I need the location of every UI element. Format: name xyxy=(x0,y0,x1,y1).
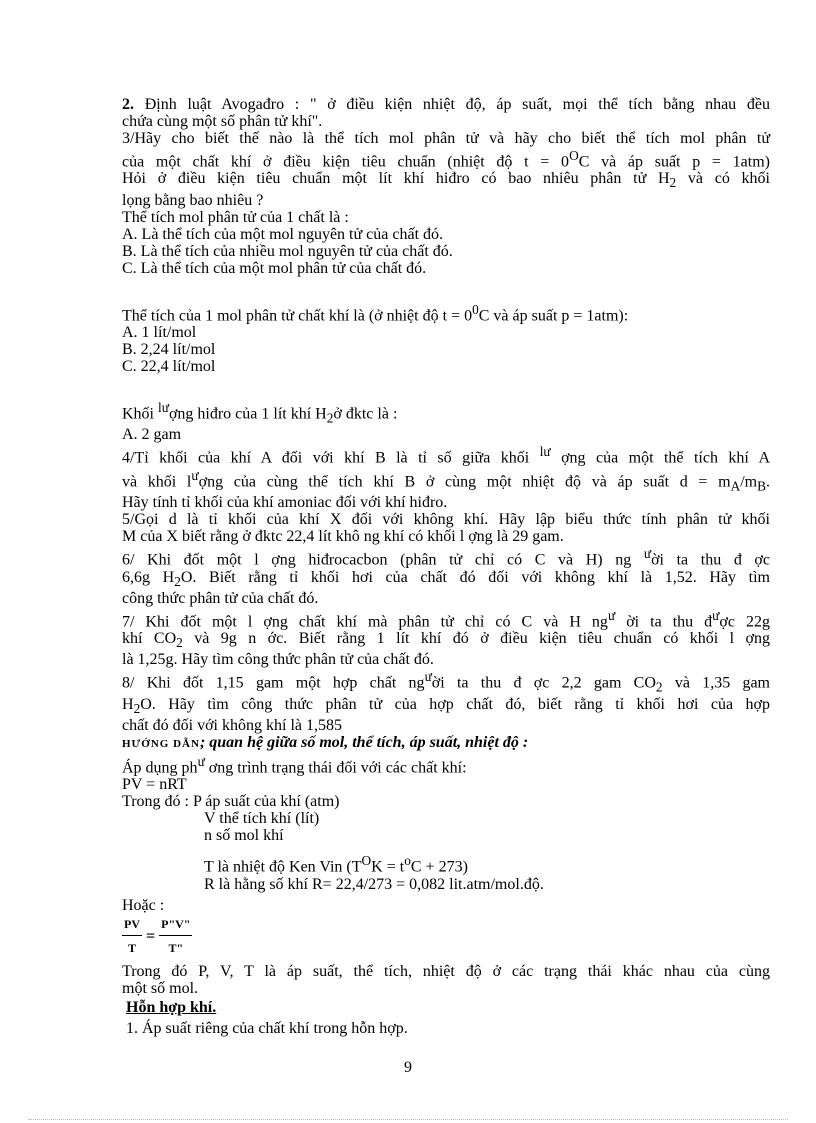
guide-formula: PV = nRT xyxy=(122,776,187,794)
q8-line2: $H_2O$. Hãy tìm công thức phân tử của hợp chất đó, biết rằng tỉ khối hơi của hợp xyxy=(122,695,770,716)
guide-explain-line1: Trong đó P, V, T là áp suất, thể tích, nhiệt độ ở các trạng thái khác nhau của cùng xyxy=(122,962,770,980)
volume-option-b: B. 2,24 lít/mol xyxy=(122,340,216,358)
q4-line1: 4/Tỉ khối của khí A đối với khí B là tỉ số giữa khối $^{lư}$ ợng của một thể tích khí A xyxy=(122,444,771,467)
q7-line1: 7/ Khi đốt một l ợng chất khí mà phân tử chỉ có C và H $ng^ư$ ời ta thu $đ^ược$ 22g xyxy=(122,607,770,631)
q7-line2: khí $CO_2$ và 9g n ớc. Biết rằng 1 lít khí đó ở điều kiện tiêu chuẩn có khối l ợng xyxy=(122,630,770,651)
fraction-left-num: PV xyxy=(122,916,142,936)
q7-line3: là 1,25g. Hãy tìm công thức phân tử của chất đó. xyxy=(122,651,434,669)
guide-var-t: T là nhiệt độ Ken Vin $(T^OK = t^oC + 273)$ xyxy=(204,853,468,876)
guide-subtitle: ; quan hệ giữa số mol, thể tích, áp suất, nhiệt độ : xyxy=(199,733,529,751)
q8-line3: chất đó đối với không khí là 1,585 xyxy=(122,716,342,734)
q3-option-b: B. Là thể tích của nhiều mol nguyên tử của chất đó. xyxy=(122,242,453,260)
q5-line1: 5/Gọi d là tỉ khối của khí X đối với không khí. Hãy lập biểu thức tính phân tử khối xyxy=(122,511,770,529)
volume-option-a: A. 1 lít/mol xyxy=(122,323,197,341)
spacer xyxy=(122,277,770,301)
fraction-left xyxy=(122,916,142,957)
fraction-left-den: T xyxy=(127,940,136,955)
volume-option-c: C. 22,4 lít/mol xyxy=(122,357,216,375)
q3-option-a: A. Là thể tích của một mol nguyên tử của chất đó. xyxy=(122,225,444,243)
q6-line2: 6,6g $H_2O$. Biết rằng tỉ khối hơi của chất đó đối với không khí là 1,52. Hãy tìm xyxy=(122,568,770,589)
guide-var-v: V thể tích khí (lít) xyxy=(204,810,320,828)
guide-var-n: n số mol khí xyxy=(204,827,284,845)
guide-apply: Áp dụng $ph^ư$ ơng trình trạng thái đối với các chất khí: xyxy=(122,753,467,777)
page-body xyxy=(122,96,770,1037)
q5-line2: M của X biết rằng ở đktc 22,4 lít khô ng khí có khối l ợng là 29 gam. xyxy=(122,528,564,546)
q3-option-c: C. Là thể tích của một mol phân tử của chất đó. xyxy=(122,259,427,277)
page-bottom-divider xyxy=(28,1119,788,1120)
mixture-item1: 1. Áp suất riêng của chất khí trong hỗn hợp. xyxy=(126,1019,408,1037)
guide-or: Hoặc : xyxy=(122,896,165,914)
q8-line1: 8/ Khi đốt 1,15 gam một hợp chất $ng^ười$ ta thu đ ợc 2,2 gam $CO_2$ và 1,35 gam xyxy=(122,669,771,695)
equals-sign: = xyxy=(146,927,156,945)
spacer xyxy=(122,375,770,399)
guide-heading xyxy=(122,734,770,753)
volume-question: Thể tích của 1 mol phân tử chất khí là (ở nhiệt độ $t = 0^0C$ và áp suất p = 1atm): xyxy=(122,301,629,324)
q3-line4: lọng bằng bao nhiêu ? xyxy=(122,191,264,209)
mass-question: Khối $^{lư}$ợng hiđro của 1 lít khí $H_2ở$ đktc là : xyxy=(122,399,398,426)
guide-var-r: R là hằng số khí R= 22,4/273 = 0,082 lit.atm/mol.độ. xyxy=(204,875,544,893)
q6-line3: công thức phân tử của chất đó. xyxy=(122,589,319,607)
q2-line1: 2. Định luật Avogađro : " ở điều kiện nhiệt độ, áp suất, mọi thể tích bằng nhau đều xyxy=(122,96,771,113)
fraction-right-den: T" xyxy=(168,940,184,955)
page-number: 9 xyxy=(404,1059,412,1076)
q4-line3: Hãy tính tỉ khối của khí amoniac đối với khí hiđro. xyxy=(122,494,448,512)
q6-line1: 6/ Khi đốt một l ợng hiđrocacbon (phân tử chỉ có C và H) ng $^ư$ời ta thu đ ợc xyxy=(122,546,770,569)
combined-gas-law xyxy=(122,916,770,957)
q3-line2: của một chất khí ở điều kiện tiêu chuẩn (nhiệt độ $t = 0^OC$ và áp suất p = 1atm) xyxy=(122,148,770,171)
mixture-title: Hỗn hợp khí. xyxy=(126,998,217,1016)
fraction-right xyxy=(159,916,192,957)
fraction-right-num: P"V" xyxy=(159,916,192,936)
q2-line2: chứa cùng một số phân tử khí". xyxy=(122,113,323,130)
guide-explain-line2: một số mol. xyxy=(122,979,199,997)
q3-question: Thể tích mol phân tử của 1 chất là : xyxy=(122,208,349,226)
guide-where: Trong đó : P áp suất của khí (atm) xyxy=(122,793,340,811)
q3-line1: 3/Hãy cho biết thế nào là thể tích mol phân tử và hãy cho biết thể tích mol phân tử xyxy=(122,130,770,147)
mass-option-a: A. 2 gam xyxy=(122,426,182,444)
q3-line3: Hỏi ở điều kiện tiêu chuẩn một lít khí hiđro có bao nhiêu phân tử $H_2$ và có khối xyxy=(122,170,770,191)
q4-line2: và khối $l^ượng$ của cùng thể tích khí B ở cùng một nhiệt độ và áp suất $d = m_A/m_B$. xyxy=(122,467,771,494)
guide-label: HƯỚNG DẪN xyxy=(122,737,200,750)
